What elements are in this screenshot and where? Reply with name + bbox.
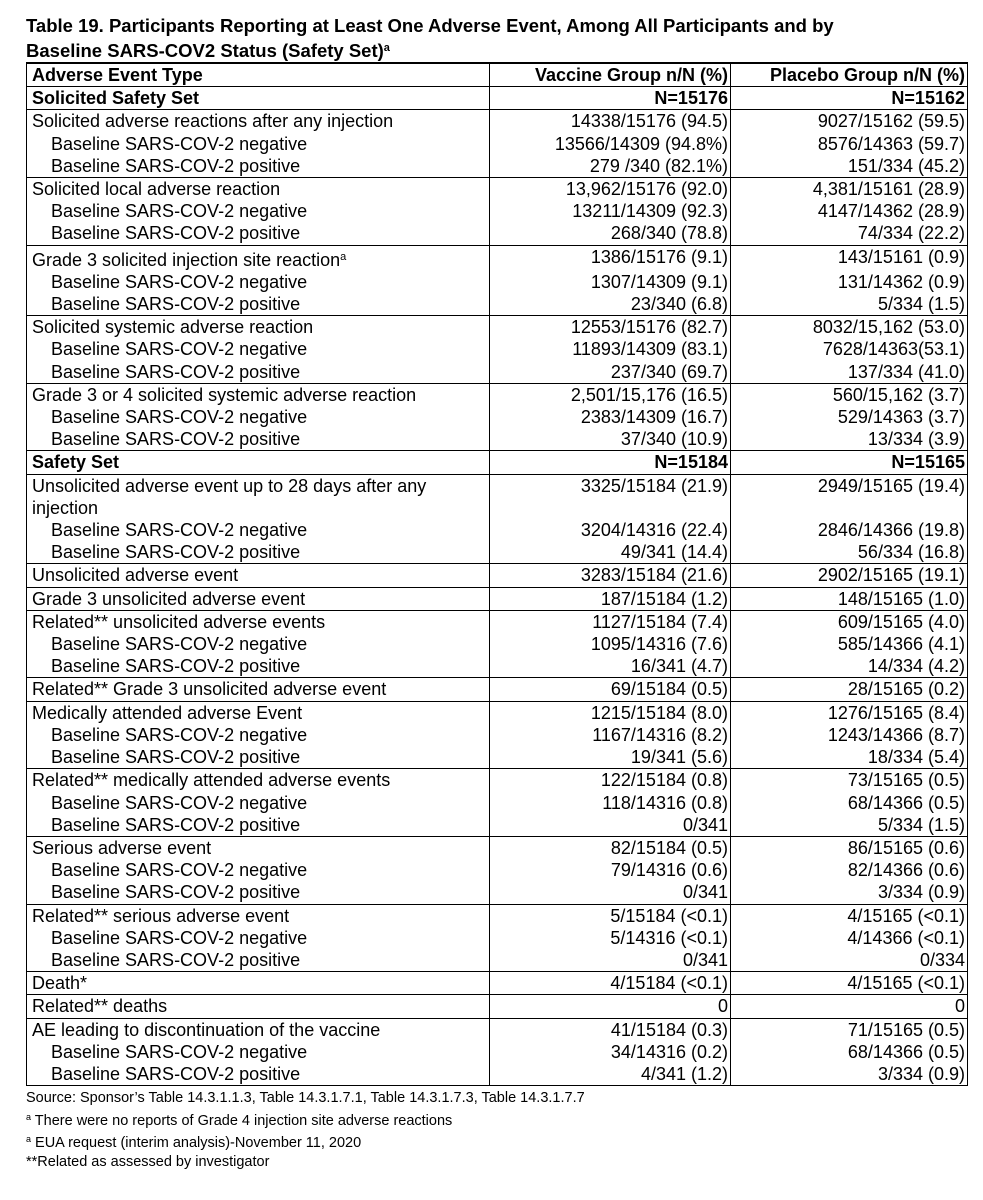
row-label: [27, 701, 490, 724]
row-label-text: Baseline SARS-COV-2 positive: [51, 542, 301, 563]
title-superscript: a: [383, 42, 390, 54]
table-row: [27, 587, 968, 610]
header-vaccine-group: Vaccine Group n/N (%): [490, 63, 731, 87]
footnote: [26, 1130, 969, 1153]
table-row: [27, 178, 968, 201]
table-header-row: [27, 63, 968, 87]
table-title: [26, 14, 969, 62]
vaccine-value: 37/340 (10.9): [490, 428, 731, 451]
vaccine-value: 23/340 (6.8): [490, 293, 731, 316]
row-label-text: Baseline SARS-COV-2 positive: [51, 1063, 301, 1084]
table-row: [27, 881, 968, 904]
row-label-text: Serious adverse event: [32, 837, 212, 858]
vaccine-value: 34/14316 (0.2): [490, 1041, 731, 1063]
row-label: [27, 769, 490, 792]
table-row: [27, 406, 968, 428]
row-label-text: Baseline SARS-COV-2 positive: [51, 155, 301, 176]
document-page: [14, 14, 969, 1171]
section-row: [27, 87, 968, 110]
row-label-text: Grade 3 solicited injection site reaction: [32, 249, 341, 270]
row-label-text: Grade 3 or 4 solicited systemic adverse reaction: [32, 384, 417, 405]
row-label-text: Solicited systemic adverse reaction: [32, 317, 314, 338]
placebo-value: 609/15165 (4.0): [731, 610, 968, 633]
row-label: [27, 610, 490, 633]
row-label: [27, 451, 490, 474]
row-label: [27, 361, 490, 384]
placebo-value: 1276/15165 (8.4): [731, 701, 968, 724]
placebo-value: 3/334 (0.9): [731, 1063, 968, 1086]
table-row: [27, 949, 968, 972]
vaccine-value: 5/15184 (<0.1): [490, 904, 731, 927]
row-label-superscript: a: [340, 250, 347, 263]
vaccine-value: 1386/15176 (9.1): [490, 245, 731, 271]
table-row: [27, 1018, 968, 1041]
vaccine-value: 279 /340 (82.1%): [490, 155, 731, 178]
vaccine-value: 3325/15184 (21.9): [490, 474, 731, 519]
row-label: [27, 972, 490, 995]
table-row: [27, 701, 968, 724]
table-row: [27, 769, 968, 792]
row-label: [27, 245, 490, 271]
row-label-text: Baseline SARS-COV-2 negative: [51, 339, 308, 360]
placebo-value: 9027/15162 (59.5): [731, 110, 968, 133]
row-label-text: Baseline SARS-COV-2 positive: [51, 361, 301, 382]
table-row: [27, 361, 968, 384]
row-label: [27, 1041, 490, 1063]
vaccine-value: 19/341 (5.6): [490, 746, 731, 769]
row-label-text: Baseline SARS-COV-2 negative: [51, 271, 308, 292]
row-label-text: Grade 3 unsolicited adverse event: [32, 588, 306, 609]
row-label: [27, 200, 490, 222]
vaccine-value: 2,501/15,176 (16.5): [490, 383, 731, 406]
row-label-text: Baseline SARS-COV-2 negative: [51, 634, 308, 655]
table-row: [27, 678, 968, 701]
row-label-text: Solicited Safety Set: [32, 88, 200, 109]
vaccine-value: 237/340 (69.7): [490, 361, 731, 384]
row-label: [27, 633, 490, 655]
row-label-text: Baseline SARS-COV-2 negative: [51, 201, 308, 222]
row-label-text: Solicited local adverse reaction: [32, 179, 281, 200]
row-label: [27, 338, 490, 360]
vaccine-value: 49/341 (14.4): [490, 541, 731, 564]
row-label: [27, 904, 490, 927]
table-row: [27, 110, 968, 133]
placebo-value: 4,381/15161 (28.9): [731, 178, 968, 201]
vaccine-value: 11893/14309 (83.1): [490, 338, 731, 360]
row-label: [27, 316, 490, 339]
placebo-value: 68/14366 (0.5): [731, 792, 968, 814]
row-label: [27, 293, 490, 316]
vaccine-value: 13,962/15176 (92.0): [490, 178, 731, 201]
row-label-text: Related** unsolicited adverse events: [32, 611, 326, 632]
row-label-text: Baseline SARS-COV-2 positive: [51, 656, 301, 677]
vaccine-value: 16/341 (4.7): [490, 655, 731, 678]
row-label-text: Baseline SARS-COV-2 positive: [51, 429, 301, 450]
placebo-value: 82/14366 (0.6): [731, 859, 968, 881]
row-label-text: Unsolicited adverse event up to 28 days after any injection: [32, 475, 427, 518]
header-placebo-group: Placebo Group n/N (%): [731, 63, 968, 87]
placebo-value: 4/15165 (<0.1): [731, 904, 968, 927]
row-label: [27, 859, 490, 881]
vaccine-value: 3204/14316 (22.4): [490, 519, 731, 541]
footnote-text: There were no reports of Grade 4 injection site adverse reactions: [31, 1112, 453, 1129]
vaccine-value: 187/15184 (1.2): [490, 587, 731, 610]
row-label-text: Related** Grade 3 unsolicited adverse event: [32, 679, 387, 700]
table-row: [27, 633, 968, 655]
placebo-value: 0: [731, 995, 968, 1018]
vaccine-value: 14338/15176 (94.5): [490, 110, 731, 133]
table-row: [27, 927, 968, 949]
vaccine-value: 1095/14316 (7.6): [490, 633, 731, 655]
table-row: [27, 338, 968, 360]
row-label-text: Baseline SARS-COV-2 negative: [51, 792, 308, 813]
placebo-value: 585/14366 (4.1): [731, 633, 968, 655]
vaccine-value: 1127/15184 (7.4): [490, 610, 731, 633]
table-row: [27, 200, 968, 222]
row-label-text: Death*: [32, 973, 88, 994]
placebo-value: 137/334 (41.0): [731, 361, 968, 384]
table-row: [27, 271, 968, 293]
vaccine-value: 122/15184 (0.8): [490, 769, 731, 792]
table-row: [27, 316, 968, 339]
placebo-value: 74/334 (22.2): [731, 222, 968, 245]
row-label-text: Baseline SARS-COV-2 positive: [51, 294, 301, 315]
row-label-text: Baseline SARS-COV-2 negative: [51, 520, 308, 541]
row-label: [27, 949, 490, 972]
row-label: [27, 541, 490, 564]
vaccine-value: 13211/14309 (92.3): [490, 200, 731, 222]
vaccine-value: 0: [490, 995, 731, 1018]
placebo-value: 8032/15,162 (53.0): [731, 316, 968, 339]
table-row: [27, 792, 968, 814]
footnote-text: Source: Sponsor’s Table 14.3.1.1.3, Table 14.3.1.7.1, Table 14.3.1.7.3, Table 14.3.1.7.7: [26, 1090, 585, 1107]
row-label-text: Solicited adverse reactions after any injection: [32, 111, 394, 132]
row-label: [27, 87, 490, 110]
row-label-text: Baseline SARS-COV-2 positive: [51, 747, 301, 768]
row-label-text: Related** deaths: [32, 996, 168, 1017]
footnotes: [26, 1089, 969, 1171]
vaccine-value: 0/341: [490, 814, 731, 837]
table-row: [27, 1063, 968, 1086]
footnote: [26, 1108, 969, 1131]
placebo-value: 131/14362 (0.9): [731, 271, 968, 293]
row-label: [27, 155, 490, 178]
vaccine-value: 0/341: [490, 881, 731, 904]
vaccine-value: 41/15184 (0.3): [490, 1018, 731, 1041]
table-row: [27, 222, 968, 245]
vaccine-value: 69/15184 (0.5): [490, 678, 731, 701]
row-label: [27, 655, 490, 678]
row-label-text: Baseline SARS-COV-2 positive: [51, 814, 301, 835]
table-row: [27, 610, 968, 633]
placebo-value: 71/15165 (0.5): [731, 1018, 968, 1041]
placebo-value: 0/334: [731, 949, 968, 972]
footnote: [26, 1153, 969, 1172]
vaccine-value: 1167/14316 (8.2): [490, 724, 731, 746]
table-row: [27, 155, 968, 178]
placebo-value: 73/15165 (0.5): [731, 769, 968, 792]
table-row: [27, 904, 968, 927]
row-label: [27, 587, 490, 610]
table-row: [27, 1041, 968, 1063]
vaccine-value: 79/14316 (0.6): [490, 859, 731, 881]
vaccine-value: 2383/14309 (16.7): [490, 406, 731, 428]
row-label-text: Baseline SARS-COV-2 negative: [51, 133, 308, 154]
placebo-value: 3/334 (0.9): [731, 881, 968, 904]
table-row: [27, 133, 968, 155]
vaccine-value: 4/15184 (<0.1): [490, 972, 731, 995]
placebo-value: 5/334 (1.5): [731, 814, 968, 837]
row-label: [27, 1018, 490, 1041]
row-label-text: Baseline SARS-COV-2 negative: [51, 860, 308, 881]
placebo-value: 151/334 (45.2): [731, 155, 968, 178]
row-label: [27, 792, 490, 814]
placebo-value: 1243/14366 (8.7): [731, 724, 968, 746]
placebo-value: 68/14366 (0.5): [731, 1041, 968, 1063]
vaccine-value: 5/14316 (<0.1): [490, 927, 731, 949]
vaccine-value: 82/15184 (0.5): [490, 836, 731, 859]
placebo-value: 2949/15165 (19.4): [731, 474, 968, 519]
row-label: [27, 222, 490, 245]
row-label-text: Baseline SARS-COV-2 positive: [51, 223, 301, 244]
vaccine-value: 4/341 (1.2): [490, 1063, 731, 1086]
row-label-text: Unsolicited adverse event: [32, 565, 239, 586]
table-row: [27, 541, 968, 564]
placebo-value: 5/334 (1.5): [731, 293, 968, 316]
table-row: [27, 655, 968, 678]
row-label: [27, 519, 490, 541]
row-label-text: Related** medically attended adverse events: [32, 770, 391, 791]
vaccine-value: 3283/15184 (21.6): [490, 564, 731, 587]
row-label-text: Medically attended adverse Event: [32, 702, 303, 723]
placebo-value: N=15165: [731, 451, 968, 474]
table-body: [27, 87, 968, 1086]
placebo-value: 560/15,162 (3.7): [731, 383, 968, 406]
table-row: [27, 995, 968, 1018]
placebo-value: 86/15165 (0.6): [731, 836, 968, 859]
row-label: [27, 110, 490, 133]
placebo-value: 28/15165 (0.2): [731, 678, 968, 701]
row-label: [27, 428, 490, 451]
vaccine-value: 118/14316 (0.8): [490, 792, 731, 814]
row-label: [27, 271, 490, 293]
placebo-value: 148/15165 (1.0): [731, 587, 968, 610]
placebo-value: 529/14363 (3.7): [731, 406, 968, 428]
table-row: [27, 519, 968, 541]
vaccine-value: 1215/15184 (8.0): [490, 701, 731, 724]
row-label: [27, 1063, 490, 1086]
table-row: [27, 383, 968, 406]
table-row: [27, 293, 968, 316]
table-row: [27, 859, 968, 881]
row-label: [27, 133, 490, 155]
footnote-superscript: a: [26, 1111, 32, 1122]
adverse-event-table: [26, 62, 968, 1086]
row-label: [27, 927, 490, 949]
placebo-value: 143/15161 (0.9): [731, 245, 968, 271]
row-label: [27, 881, 490, 904]
placebo-value: 56/334 (16.8): [731, 541, 968, 564]
vaccine-value: 1307/14309 (9.1): [490, 271, 731, 293]
footnote-text: **Related as assessed by investigator: [26, 1153, 270, 1170]
header-adverse-event-type: Adverse Event Type: [27, 63, 490, 87]
vaccine-value: 0/341: [490, 949, 731, 972]
placebo-value: N=15162: [731, 87, 968, 110]
placebo-value: 4/14366 (<0.1): [731, 927, 968, 949]
row-label: [27, 564, 490, 587]
row-label-text: Baseline SARS-COV-2 positive: [51, 882, 301, 903]
row-label: [27, 178, 490, 201]
placebo-value: 4147/14362 (28.9): [731, 200, 968, 222]
table-row: [27, 428, 968, 451]
section-row: [27, 451, 968, 474]
row-label: [27, 836, 490, 859]
footnote-text: EUA request (interim analysis)-November 11, 2020: [31, 1135, 362, 1152]
table-row: [27, 474, 968, 519]
row-label-text: Baseline SARS-COV-2 negative: [51, 927, 308, 948]
row-label: [27, 406, 490, 428]
row-label-text: Safety Set: [32, 452, 120, 473]
title-line-2-text: Baseline SARS-COV2 Status (Safety Set): [26, 40, 384, 61]
row-label: [27, 814, 490, 837]
row-label-text: Related** serious adverse event: [32, 905, 290, 926]
placebo-value: 4/15165 (<0.1): [731, 972, 968, 995]
placebo-value: 13/334 (3.9): [731, 428, 968, 451]
title-line-2: [26, 37, 969, 62]
table-row: [27, 245, 968, 271]
row-label-text: Baseline SARS-COV-2 negative: [51, 724, 308, 745]
table-row: [27, 972, 968, 995]
placebo-value: 18/334 (5.4): [731, 746, 968, 769]
row-label: [27, 724, 490, 746]
placebo-value: 14/334 (4.2): [731, 655, 968, 678]
row-label: [27, 383, 490, 406]
table-row: [27, 814, 968, 837]
placebo-value: 2846/14366 (19.8): [731, 519, 968, 541]
row-label: [27, 746, 490, 769]
table-row: [27, 836, 968, 859]
vaccine-value: 268/340 (78.8): [490, 222, 731, 245]
row-label-text: Baseline SARS-COV-2 negative: [51, 407, 308, 428]
row-label: [27, 474, 490, 519]
title-line-1: Table 19. Participants Reporting at Least One Adverse Event, Among All Participants and by: [26, 15, 834, 36]
row-label-text: AE leading to discontinuation of the vaccine: [32, 1019, 381, 1040]
table-row: [27, 564, 968, 587]
row-label-text: Baseline SARS-COV-2 positive: [51, 949, 301, 970]
placebo-value: 2902/15165 (19.1): [731, 564, 968, 587]
footnote: [26, 1089, 969, 1108]
row-label: [27, 678, 490, 701]
row-label: [27, 995, 490, 1018]
vaccine-value: 12553/15176 (82.7): [490, 316, 731, 339]
vaccine-value: N=15184: [490, 451, 731, 474]
placebo-value: 7628/14363(53.1): [731, 338, 968, 360]
row-label-text: Baseline SARS-COV-2 negative: [51, 1041, 308, 1062]
vaccine-value: N=15176: [490, 87, 731, 110]
table-row: [27, 724, 968, 746]
footnote-superscript: a: [26, 1134, 32, 1145]
placebo-value: 8576/14363 (59.7): [731, 133, 968, 155]
vaccine-value: 13566/14309 (94.8%): [490, 133, 731, 155]
table-row: [27, 746, 968, 769]
